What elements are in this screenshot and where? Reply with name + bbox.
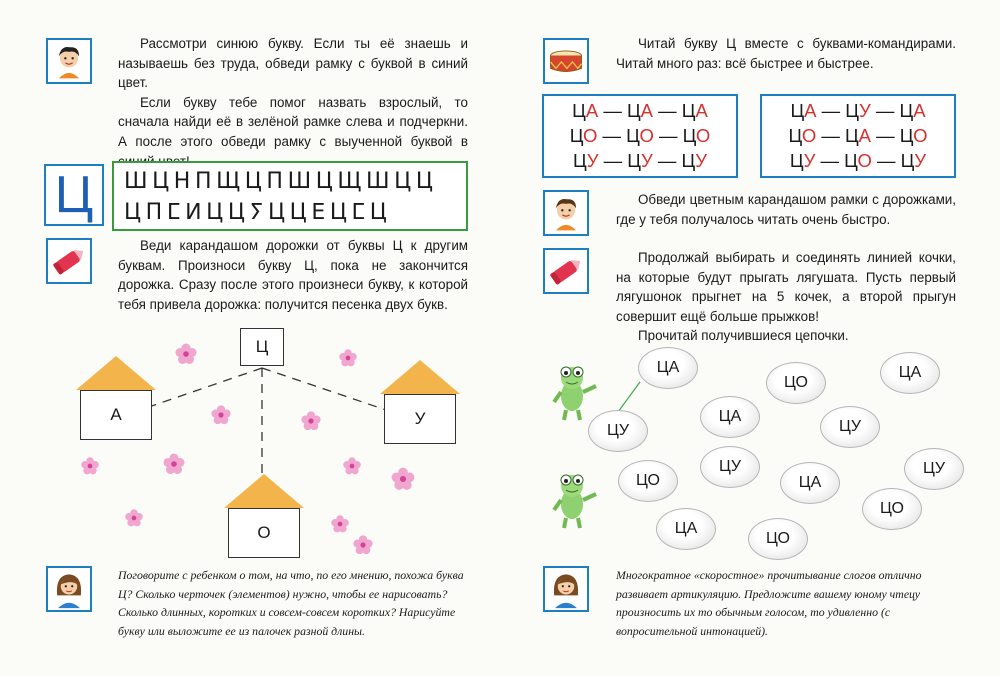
flower-icon [162,452,186,476]
stone[interactable]: ЦО [748,518,808,560]
flower-icon [330,514,350,534]
syllable-row: ЦО — ЦА — ЦО [788,125,928,146]
intro-paragraph-1: Рассмотри синюю букву. Если ты её знаешь и называешь без труда, обведи рамку с буквой в синий цвет. [118,36,468,91]
house-letter: А [80,390,152,440]
parent-note-left: Поговорите с ребенком о том, на что, по его мнению, похожа буква Ц? Сколько черточек (элементов) нужно, чтобы ее нарисовать? Сколько длинных, коротких и совсем-совсем коротких? Нарисуйте букву или выложите ее из палочек разной длины. [118,568,464,638]
syllable-row: ЦА — ЦА — ЦА [572,100,708,121]
girl-icon [46,566,92,612]
house-o[interactable] [224,474,304,558]
intro-paragraph-2: Если букву тебе помог назвать взрослый, то сначала найди её в зелёной рамке слева и подчеркни. А после этого обведи рамку с выученной буквой в [118,94,468,149]
circle-task-paragraph: Обведи цветным карандашом рамки с дорожками, где у тебя получалось читать очень быстро. [616,192,956,227]
flower-icon [80,456,100,476]
flower-icon [210,404,232,426]
flower-icon [300,410,322,432]
stone[interactable]: ЦУ [700,446,760,488]
frog-icon [550,470,602,532]
boy-icon [543,190,589,236]
flower-icon [390,466,416,492]
girl-icon [543,566,589,612]
frog-task-paragraph-2: Прочитай получившиеся цепочки. [638,328,849,344]
frog-task-paragraph: Продолжай выбирать и соединять линией кочки, на которые будут прыгать лягушата. Пусть первый лягушонок прыгнет на 5 кочек, а второй прыгун совершит ещё больше прыжков! [616,250,956,324]
circle-task-text [616,190,956,229]
stone[interactable]: ЦА [880,352,940,394]
frog-icon [550,362,602,424]
big-letter-box[interactable]: Ц [44,164,104,226]
house-a[interactable] [76,356,156,440]
flower-icon [342,456,362,476]
syllable-row: ЦУ — ЦУ — ЦУ [573,150,707,171]
stone[interactable]: ЦУ [904,448,964,490]
drum-icon [543,38,589,84]
read-task-paragraph: Читай букву Ц вместе с буквами-командирами. Читай много раз: всё быстрее и быстрее. [616,36,956,71]
stone[interactable]: ЦУ [820,406,880,448]
syllable-table-1[interactable] [542,94,738,178]
parent-note-right: Многократное «скоростное» прочитывание слогов отлично развивает артикуляцию. Предложите вашему юному чтецу произносить их то обычным голосом, то удивленно (с вопросительной интонацией). [616,568,922,638]
syllable-row: ЦО — ЦО — ЦО [569,125,711,146]
syllable-row: ЦУ — ЦО — ЦУ [789,150,927,171]
flower-icon [338,348,358,368]
stone[interactable]: ЦУ [588,410,648,452]
stone[interactable]: ЦО [618,460,678,502]
flower-icon [352,534,374,556]
stone[interactable]: ЦА [700,396,760,438]
house-letter: О [228,508,300,558]
letter-row-1: ШЦНПЩЦПШЦЩШЦЦ [124,169,438,194]
house-u[interactable] [380,360,460,444]
letter-row-2: ЦПⵎⵍЦЦⵢЦЦⴹЦⵎЦ [124,200,392,225]
frog-task-text [616,248,956,346]
path-task-paragraph: Веди карандашом дорожки от буквы Ц к другим буквам. Произноси букву Ц, пока не закончится дорожка. Сразу после этого произнеси букву, к которой тебя привела дорожка: получится песенка двух букв. [118,238,468,312]
stone[interactable]: ЦА [656,508,716,550]
stone[interactable]: ЦО [766,362,826,404]
stone[interactable]: ЦА [780,462,840,504]
read-task-text [616,34,956,73]
pencil-icon [543,248,589,294]
stone[interactable]: ЦО [862,488,922,530]
house-roof [380,360,460,394]
syllable-table-2[interactable] [760,94,956,178]
flower-icon [174,342,198,366]
house-roof [76,356,156,390]
house-letter: У [384,394,456,444]
center-letter-box[interactable]: Ц [240,328,284,366]
flower-icon [124,508,144,528]
house-roof [224,474,304,508]
syllable-row: ЦА — ЦУ — ЦА [790,100,926,121]
stone[interactable]: ЦА [638,347,698,389]
